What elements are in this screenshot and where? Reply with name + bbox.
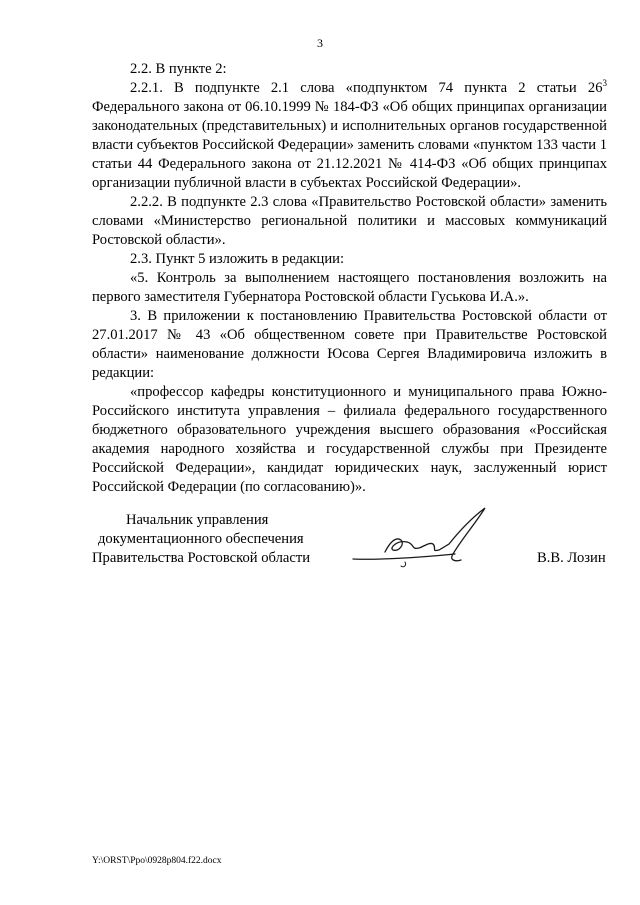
signatory-title (92, 511, 310, 568)
paragraph-2-2-2: 2.2.2. В подпункте 2.3 слова «Правительство Ростовской области» заменить словами «Министерство региональной политики и массовых коммуникаций Ростовской области». (92, 194, 607, 248)
paragraph-3: 3. В приложении к постановлению Правительства Ростовской области от 27.01.2017 № 43 «Об общественном совете при Правительстве Ростовской области» наименование должности Юсова Сергея Владимировича изложить в редакции: (92, 308, 607, 381)
handwritten-signature (345, 504, 495, 576)
paragraph-2-2-1-start: 2.2.1. В подпункте 2.1 слова «подпунктом 74 пункта 2 статьи 26 (130, 80, 603, 96)
paragraph-2-2-1-rest: Федерального закона от 06.10.1999 № 184-ФЗ «Об общих принципах организации законодательных (представительных) и исполнительных органов государственной власти субъектов Российской Федерации» заменить словами «пунктом 133 части 1 статьи 44 Федерального закона от 21.12.2021 № 414-ФЗ «Об общих принципах организации публичной власти в субъектах Российской Федерации». (92, 99, 607, 191)
document-body (92, 60, 607, 497)
paragraph-quote-5: «5. Контроль за выполнением настоящего постановления возложить на первого заместителя Губернатора Ростовской области Гуськова И.А.». (92, 270, 607, 305)
signatory-title-line-3: Правительства Ростовской области (92, 550, 311, 566)
signatory-name: В.В. Лозин (537, 550, 606, 566)
paragraph-2-2: 2.2. В пункте 2: (130, 61, 227, 77)
superscript-3: 3 (602, 78, 607, 89)
file-path-footer: Y:\ORST\Ppo\0928p804.f22.docx (92, 856, 222, 866)
paragraph-2-2-1 (92, 79, 607, 193)
paragraph-quote-professor: «профессор кафедры конституционного и муниципального права Южно-Российского института управления – филиала федерального государственного бюджетного образовательного учреждения высшего образования «Российская академия народного хозяйства и государственной службы при Президенте Российской Федерации», кандидат юридических наук, заслуженный юрист Российской Федерации (по согласованию)». (92, 384, 607, 495)
signatory-title-line-1: Начальник управления (126, 512, 269, 528)
paragraph-2-3: 2.3. Пункт 5 изложить в редакции: (130, 251, 345, 267)
page-number: 3 (317, 36, 323, 50)
signatory-title-line-2: документационного обеспечения (98, 531, 304, 547)
